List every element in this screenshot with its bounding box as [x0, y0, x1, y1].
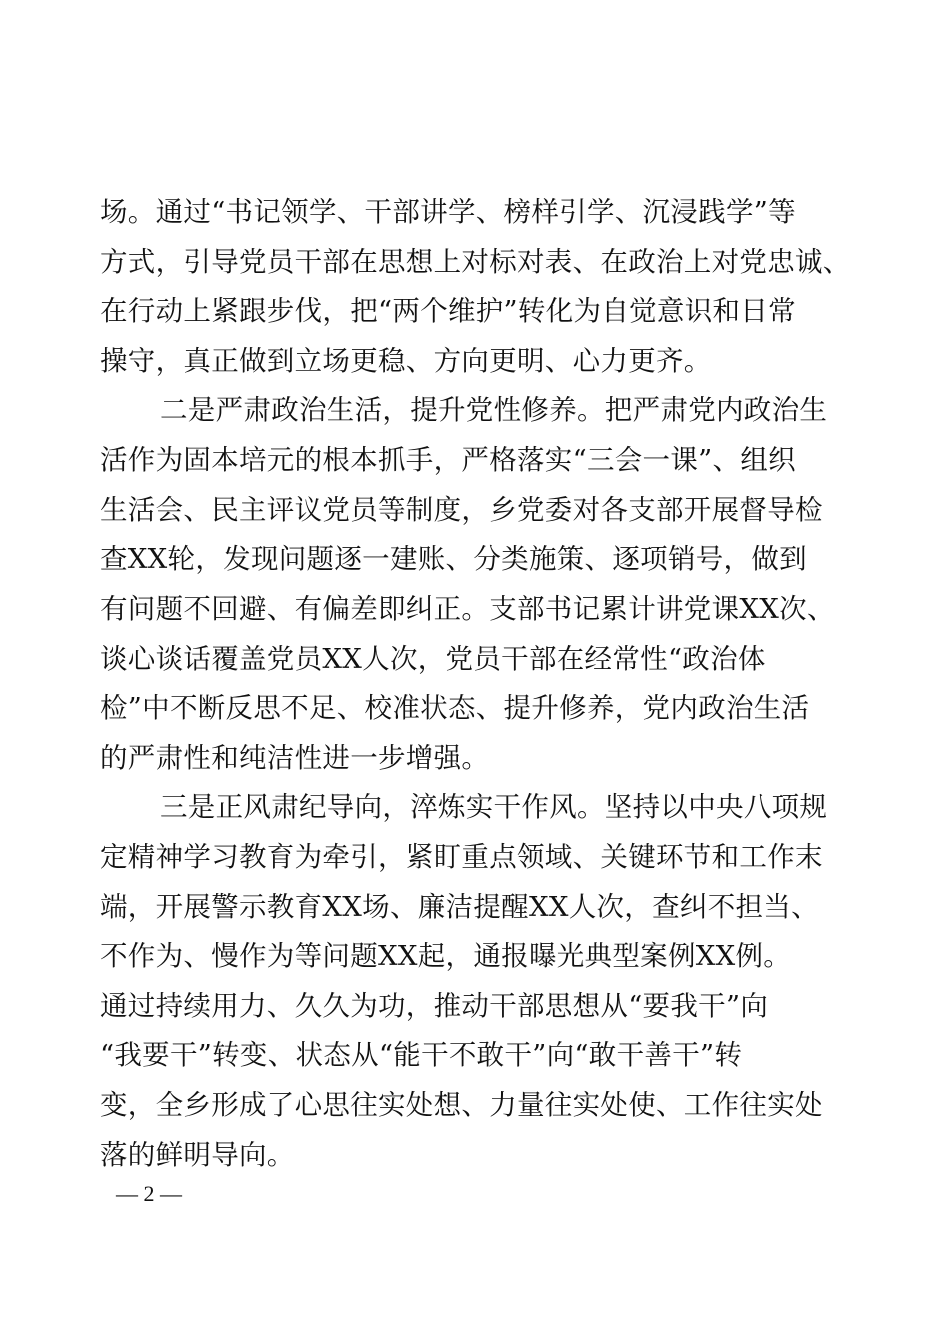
text-line: 活作为固本培元的根本抓手，严格落实“三会一课”、组织 — [100, 444, 796, 476]
text-line: “我要干”转变、状态从“能干不敢干”向“敢干善干”转 — [100, 1039, 743, 1071]
text-line: 方式，引导党员干部在思想上对标对表、在政治上对党忠诚、 — [100, 246, 851, 278]
text-line: 查XX轮，发现问题逐一建账、分类施策、逐项销号，做到 — [100, 543, 807, 575]
text-line: 二是严肃政治生活，提升党性修养。把严肃党内政治生 — [160, 394, 828, 426]
text-line: 检”中不断反思不足、校准状态、提升修养，党内政治生活 — [100, 692, 810, 724]
text-line: 生活会、民主评议党员等制度，乡党委对各支部开展督导检 — [100, 494, 823, 526]
text-line: 变，全乡形成了心思往实处想、力量往实处使、工作往实处 — [100, 1089, 823, 1121]
text-line: 场。通过“书记领学、干部讲学、榜样引学、沉浸践学”等 — [100, 196, 796, 228]
text-line: 三是正风肃纪导向，淬炼实干作风。坚持以中央八项规 — [160, 791, 828, 823]
text-line: 不作为、慢作为等问题XX起，通报曝光典型案例XX例。 — [100, 940, 792, 972]
text-line: 定精神学习教育为牵引，紧盯重点领域、关键环节和工作末 — [100, 841, 823, 873]
text-line: 谈心谈话覆盖党员XX人次，党员干部在经常性“政治体 — [100, 643, 766, 675]
text-line: 落的鲜明导向。 — [100, 1139, 295, 1171]
page-number: — 2 — — [116, 1181, 182, 1206]
text-line: 的严肃性和纯洁性进一步增强。 — [100, 742, 490, 774]
text-line: 端，开展警示教育XX场、廉洁提醒XX人次，查纠不担当、 — [100, 891, 819, 923]
text-line: 操守，真正做到立场更稳、方向更明、心力更齐。 — [100, 345, 712, 377]
text-line: 有问题不回避、有偏差即纠正。支部书记累计讲党课XX次、 — [100, 593, 835, 625]
text-line: 在行动上紧跟步伐，把“两个维护”转化为自觉意识和日常 — [100, 295, 796, 327]
text-line: 通过持续用力、久久为功，推动干部思想从“要我干”向 — [100, 990, 769, 1022]
